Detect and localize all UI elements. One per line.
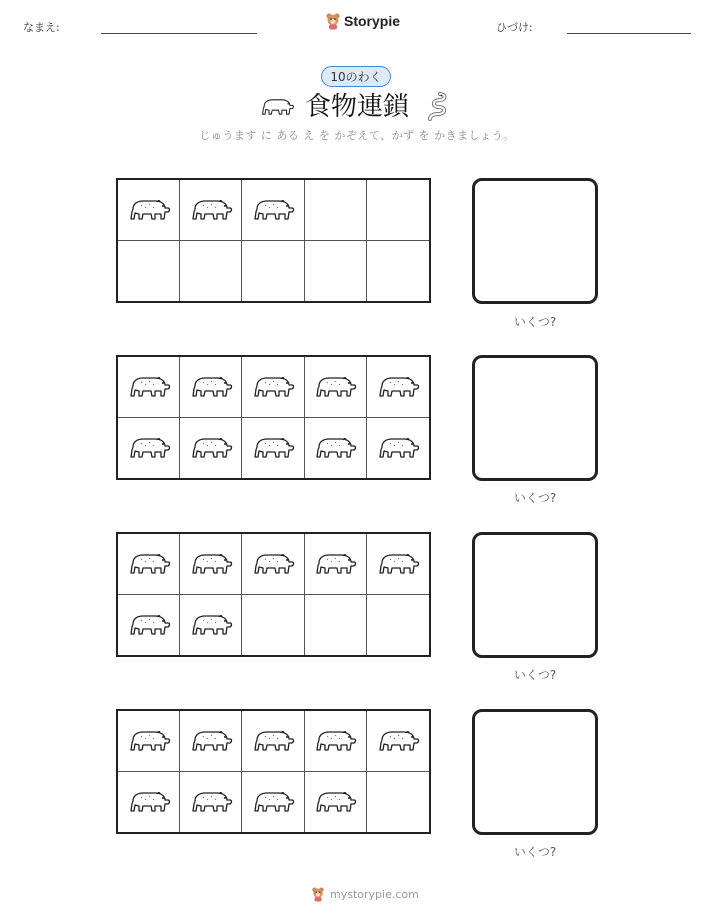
frame-cell	[305, 180, 367, 241]
frame-cell	[305, 711, 367, 772]
polar-bear-icon	[127, 549, 171, 579]
frame-cell	[118, 772, 180, 833]
frame-cell	[118, 711, 180, 772]
answer-label-3: いくつ?	[513, 668, 557, 682]
frame-cell	[242, 595, 304, 656]
polar-bear-icon	[259, 95, 295, 119]
footer	[311, 886, 419, 902]
polar-bear-icon	[189, 372, 233, 402]
answer-box-3[interactable]	[472, 532, 598, 658]
answer-label-4: いくつ?	[513, 845, 557, 859]
frame-cell	[118, 357, 180, 418]
polar-bear-icon	[251, 372, 295, 402]
footer-url[interactable]: mystorypie.com	[330, 887, 419, 901]
frame-cell	[305, 772, 367, 833]
answer-box-4[interactable]	[472, 709, 598, 835]
polar-bear-icon	[127, 726, 171, 756]
date-line[interactable]	[567, 33, 691, 34]
polar-bear-icon	[189, 549, 233, 579]
frame-cell	[118, 534, 180, 595]
bear-mascot-icon	[325, 12, 341, 30]
brand-name: Storypie	[344, 13, 401, 29]
answer-box-2[interactable]	[472, 355, 598, 481]
frame-cell	[242, 241, 304, 302]
polar-bear-icon	[251, 549, 295, 579]
polar-bear-icon	[127, 372, 171, 402]
frame-cell	[367, 180, 429, 241]
polar-bear-icon	[313, 549, 357, 579]
instructions: じゅうます に ある え を かぞえて、かず を かきましょう。	[199, 129, 515, 142]
frame-cell	[180, 180, 242, 241]
frame-cell	[118, 418, 180, 479]
frame-cell	[367, 772, 429, 833]
frame-cell	[180, 357, 242, 418]
frame-cell	[242, 711, 304, 772]
polar-bear-icon	[251, 195, 295, 225]
frame-cell	[180, 711, 242, 772]
frame-cell	[367, 711, 429, 772]
topic-badge: 10のわく	[321, 66, 391, 87]
answer-label-2: いくつ?	[513, 491, 557, 505]
polar-bear-icon	[313, 726, 357, 756]
polar-bear-icon	[189, 787, 233, 817]
polar-bear-icon	[251, 433, 295, 463]
answer-box-1[interactable]	[472, 178, 598, 304]
ten-frame-3	[116, 532, 431, 657]
ten-frame-2	[116, 355, 431, 480]
polar-bear-icon	[189, 610, 233, 640]
polar-bear-icon	[127, 195, 171, 225]
polar-bear-icon	[127, 787, 171, 817]
frame-cell	[367, 357, 429, 418]
name-label: なまえ:	[23, 21, 60, 34]
frame-cell	[180, 418, 242, 479]
polar-bear-icon	[189, 195, 233, 225]
ten-frame-1	[116, 178, 431, 303]
frame-cell	[305, 357, 367, 418]
frame-cell	[180, 241, 242, 302]
frame-cell	[118, 241, 180, 302]
worm-icon	[426, 91, 450, 121]
polar-bear-icon	[313, 433, 357, 463]
brand-logo	[325, 12, 400, 30]
page-title: 食物連鎖	[304, 92, 409, 122]
polar-bear-icon	[376, 372, 420, 402]
answer-label-1: いくつ?	[513, 315, 557, 329]
polar-bear-icon	[376, 549, 420, 579]
polar-bear-icon	[251, 787, 295, 817]
polar-bear-icon	[189, 726, 233, 756]
frame-cell	[180, 772, 242, 833]
polar-bear-icon	[251, 726, 295, 756]
frame-cell	[367, 241, 429, 302]
ten-frame-4	[116, 709, 431, 834]
polar-bear-icon	[376, 433, 420, 463]
frame-cell	[180, 595, 242, 656]
date-label: ひづけ:	[496, 21, 533, 34]
frame-cell	[242, 180, 304, 241]
frame-cell	[242, 357, 304, 418]
polar-bear-icon	[313, 372, 357, 402]
frame-cell	[180, 534, 242, 595]
polar-bear-icon	[313, 787, 357, 817]
frame-cell	[367, 595, 429, 656]
frame-cell	[242, 418, 304, 479]
frame-cell	[367, 418, 429, 479]
polar-bear-icon	[189, 433, 233, 463]
frame-cell	[118, 595, 180, 656]
frame-cell	[118, 180, 180, 241]
polar-bear-icon	[127, 610, 171, 640]
frame-cell	[367, 534, 429, 595]
frame-cell	[305, 241, 367, 302]
polar-bear-icon	[376, 726, 420, 756]
frame-cell	[242, 534, 304, 595]
frame-cell	[305, 534, 367, 595]
frame-cell	[242, 772, 304, 833]
bear-mascot-icon	[311, 886, 325, 902]
name-line[interactable]	[101, 33, 257, 34]
frame-cell	[305, 418, 367, 479]
frame-cell	[305, 595, 367, 656]
polar-bear-icon	[127, 433, 171, 463]
